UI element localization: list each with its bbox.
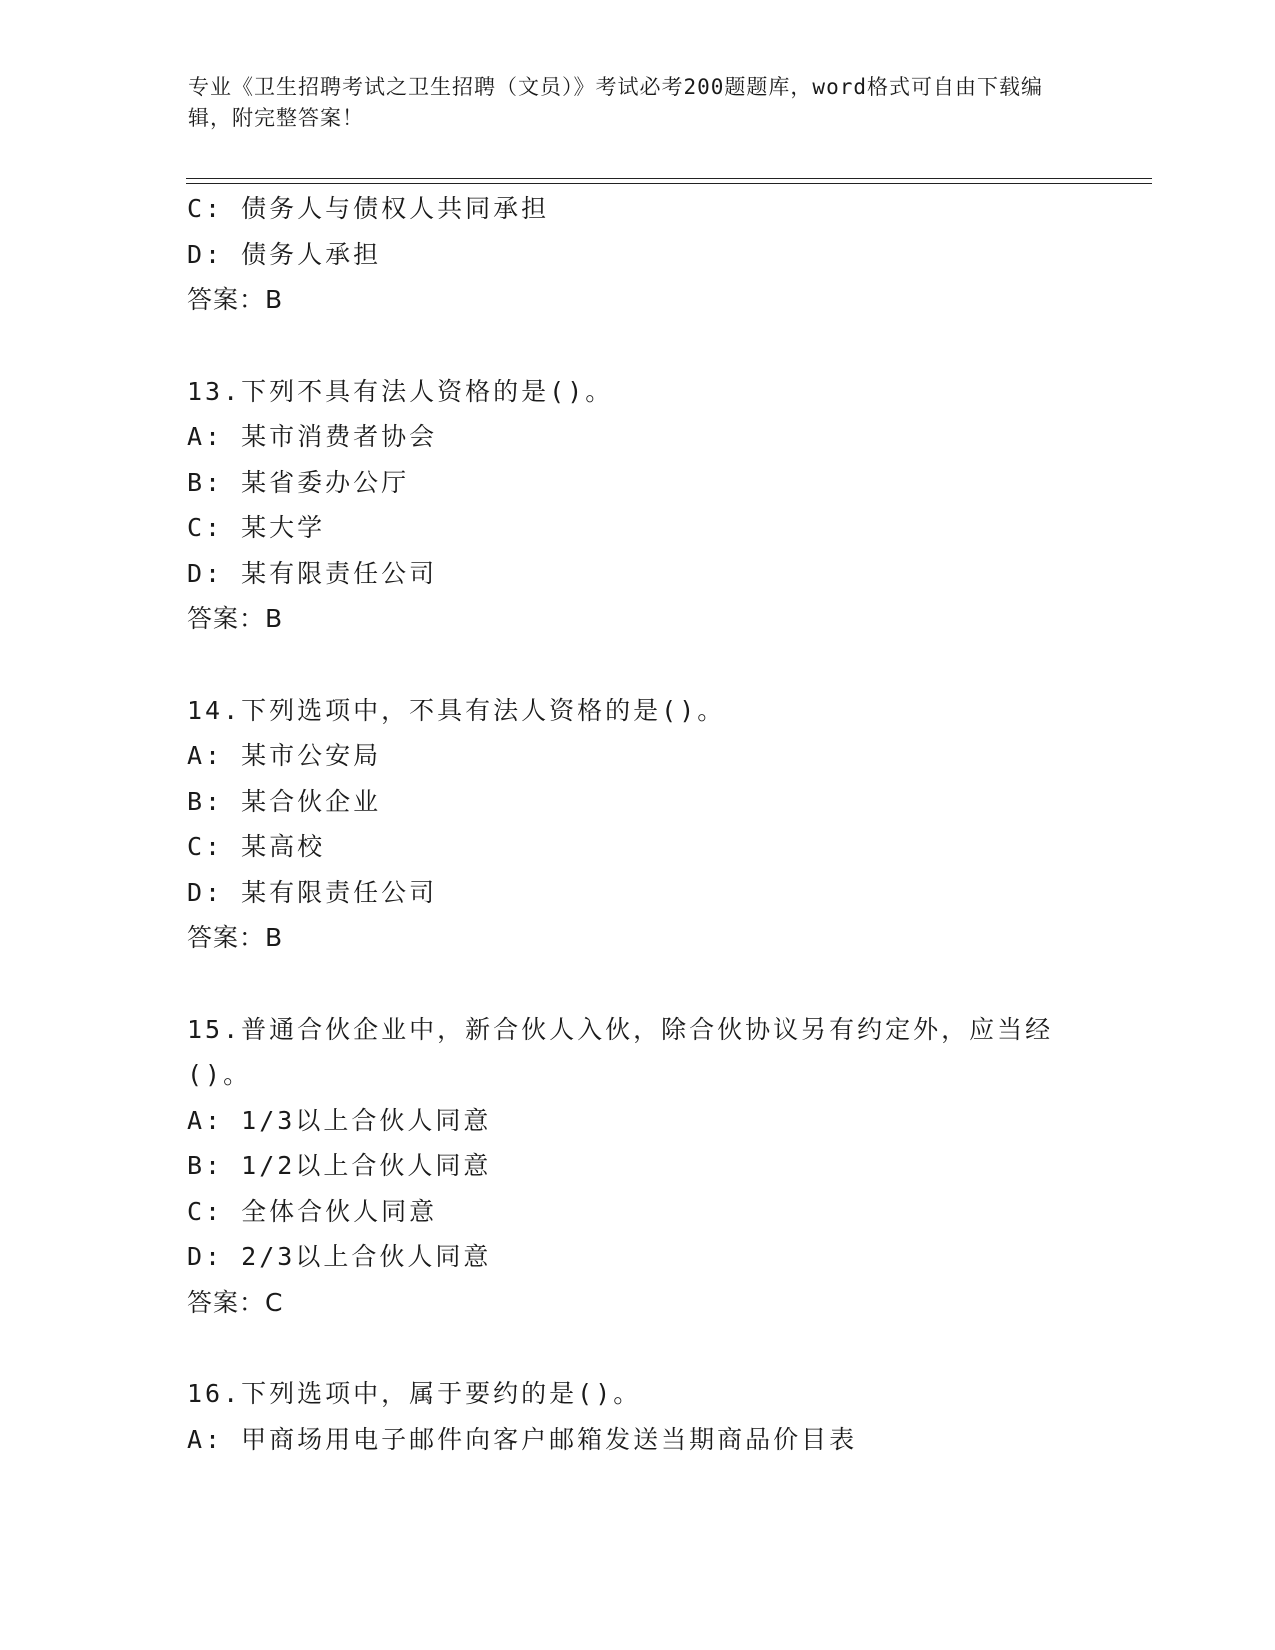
option-text: 2/3以上合伙人同意 <box>241 1242 492 1271</box>
option-d <box>187 551 1147 597</box>
question-number: 14. <box>187 695 242 725</box>
question-stem <box>187 1007 1147 1053</box>
option-letter: D: <box>187 877 224 907</box>
option-letter: A: <box>187 1105 224 1135</box>
option-d <box>187 232 1147 278</box>
answer: 答案：B <box>187 923 284 952</box>
option-text: 某高校 <box>241 832 326 861</box>
question-stem-continued: ()。 <box>187 1060 252 1089</box>
option-letter: A: <box>187 741 224 770</box>
question-number: 15. <box>187 1014 242 1044</box>
option-letter: B: <box>187 786 224 816</box>
option-letter: A: <box>187 1424 224 1454</box>
question-stem <box>187 688 1147 734</box>
option-letter: B: <box>187 467 224 497</box>
option-d <box>187 870 1147 916</box>
option-text: 某大学 <box>241 513 326 542</box>
option-c <box>187 186 1147 232</box>
option-text: 某省委办公厅 <box>241 467 410 497</box>
option-letter: C: <box>187 1196 224 1226</box>
question-text: 下列选项中，不具有法人资格的是()。 <box>241 695 726 725</box>
option-a <box>187 1417 1147 1463</box>
question-text: 普通合伙企业中，新合伙人入伙，除合伙协议另有约定外，应当经 <box>241 1014 1054 1044</box>
option-c <box>187 1189 1147 1235</box>
question-text: 下列选项中，属于要约的是()。 <box>241 1379 642 1408</box>
option-text: 某有限责任公司 <box>241 558 438 588</box>
option-a <box>187 1098 1147 1144</box>
option-b <box>187 779 1147 825</box>
option-letter: A: <box>187 422 224 451</box>
option-letter: C: <box>187 832 224 861</box>
answer: 答案：B <box>187 285 284 314</box>
option-letter: C: <box>187 194 224 223</box>
option-text: 某市消费者协会 <box>241 422 438 451</box>
option-text: 债务人与债权人共同承担 <box>241 194 550 223</box>
option-c <box>187 824 1147 870</box>
header-rule-top <box>186 178 1152 179</box>
answer: 答案：C <box>187 1287 284 1317</box>
question-stem <box>187 1371 1147 1417</box>
option-letter: D: <box>187 558 224 588</box>
question-text: 下列不具有法人资格的是()。 <box>241 376 614 406</box>
question-number: 16. <box>187 1379 242 1408</box>
option-text: 某合伙企业 <box>241 786 382 816</box>
option-b <box>187 460 1147 506</box>
option-text: 1/2以上合伙人同意 <box>241 1151 492 1180</box>
option-text: 1/3以上合伙人同意 <box>241 1105 492 1135</box>
option-letter: B: <box>187 1151 224 1180</box>
option-a <box>187 733 1147 779</box>
option-a <box>187 414 1147 460</box>
option-text: 某有限责任公司 <box>241 877 438 907</box>
answer: 答案：B <box>187 604 284 633</box>
question-stem <box>187 369 1147 415</box>
option-text: 某市公安局 <box>241 741 382 770</box>
question-number: 13. <box>187 376 242 406</box>
option-letter: C: <box>187 513 224 542</box>
option-d <box>187 1234 1147 1280</box>
header-rule-bottom <box>186 183 1152 184</box>
document-header: 专业《卫生招聘考试之卫生招聘（文员）》考试必考200题题库，word格式可自由下载编辑，附完整答案！ <box>188 75 1043 130</box>
option-text: 甲商场用电子邮件向客户邮箱发送当期商品价目表 <box>241 1424 858 1454</box>
option-letter: D: <box>187 239 224 269</box>
question-list <box>187 186 1147 1462</box>
option-b <box>187 1143 1147 1189</box>
option-letter: D: <box>187 1242 224 1271</box>
option-text: 债务人承担 <box>241 239 382 269</box>
option-text: 全体合伙人同意 <box>241 1196 438 1226</box>
option-c <box>187 505 1147 551</box>
